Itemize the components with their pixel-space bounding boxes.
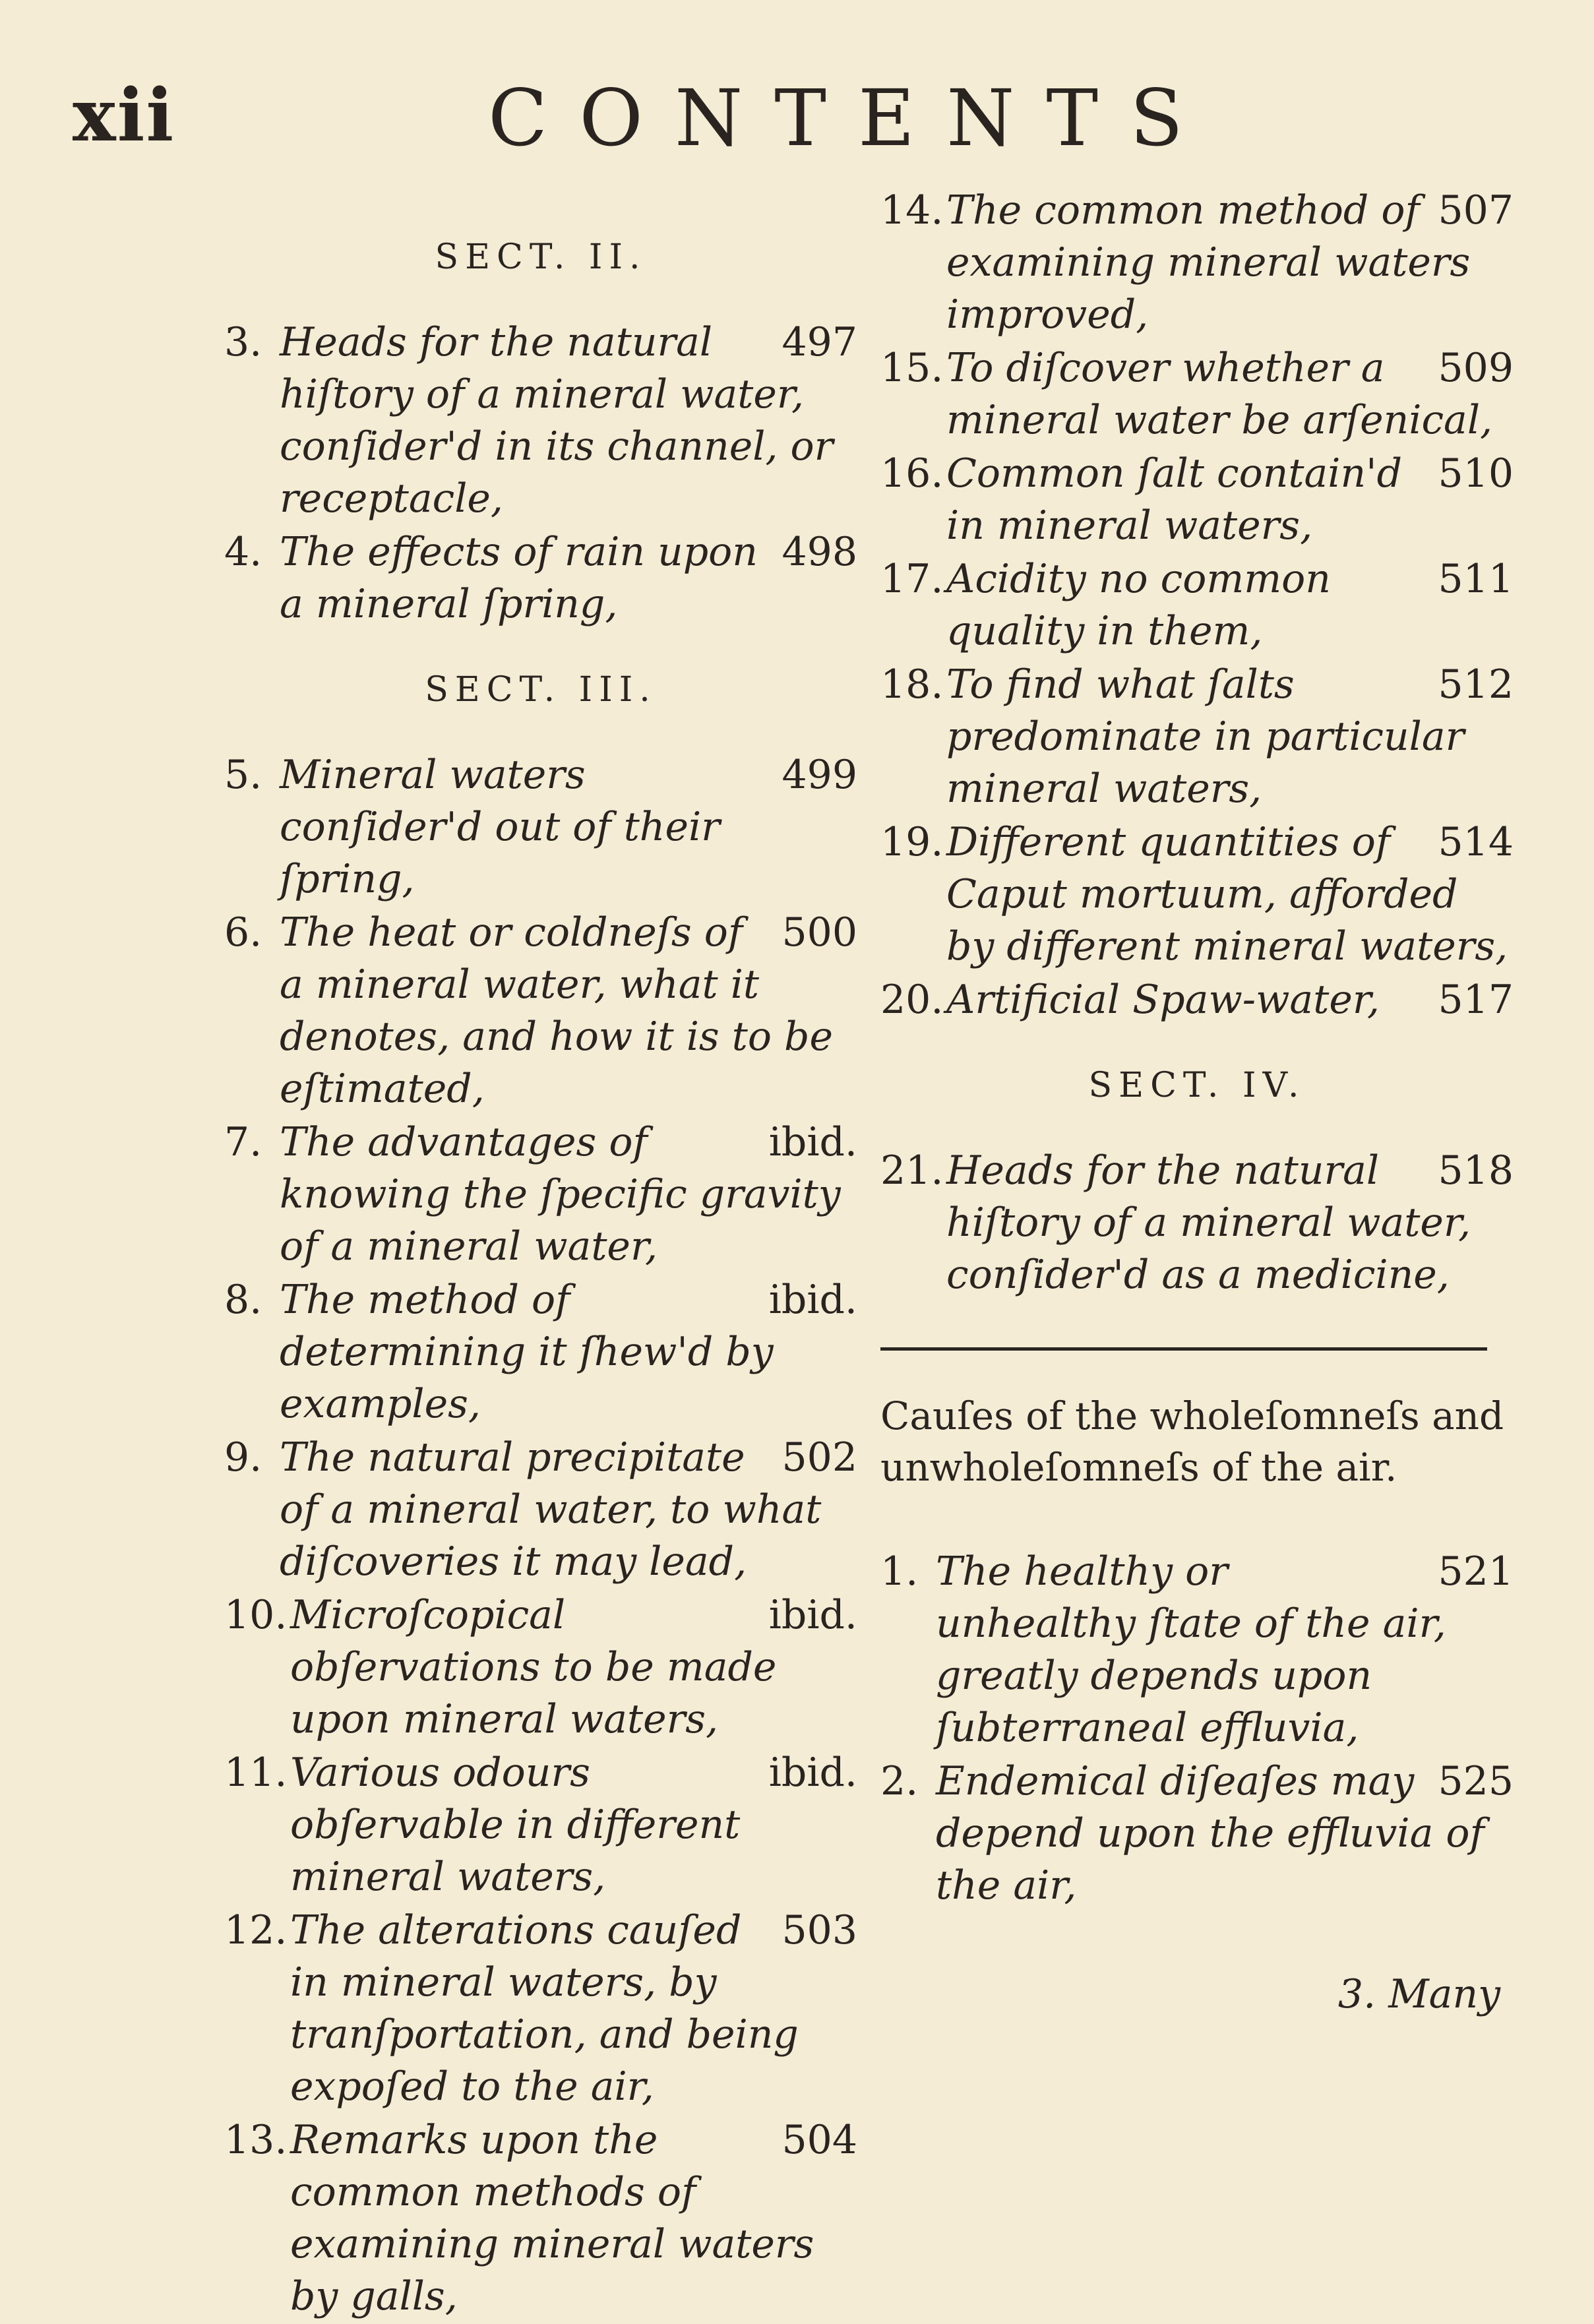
entry-number: 4. [224, 529, 262, 575]
contents-entry [880, 1145, 1514, 1301]
contents-entry [880, 1546, 1514, 1754]
contents-entry [880, 185, 1514, 341]
entry-text: The method of determining it ſhew'd by examples, [280, 1277, 774, 1427]
contents-entry [224, 749, 857, 905]
entry-text: The alterations cauſed in mineral waters, by tranſportation, and being expoſed to the air, [290, 1907, 799, 2110]
entry-number: 14. [880, 187, 944, 233]
entry-number: 6. [224, 909, 262, 956]
entry-page: 514 [1438, 819, 1514, 865]
contents-entry [880, 553, 1514, 657]
entry-text: To diſcover whether a mineral water be arſenical, [946, 345, 1493, 443]
entry-page: 503 [782, 1907, 857, 1953]
entry-page: 511 [1438, 556, 1514, 602]
contents-entry [880, 448, 1514, 552]
entry-page: 518 [1438, 1147, 1514, 1194]
entry-text: The natural precipitate of a mineral water, to what diſcoveries it may lead, [280, 1434, 822, 1585]
entry-text: Various odours obſervable in different mineral waters, [290, 1750, 741, 1900]
entry-text: Acidity no common quality in them, [946, 556, 1331, 654]
entry-number: 13. [224, 2117, 288, 2163]
entry-page: ibid. [768, 1592, 857, 1638]
contents-entry [224, 1274, 857, 1430]
entry-text: Mineral waters conſider'd out of their ſpring, [280, 752, 720, 902]
entry-number: 21. [880, 1147, 944, 1194]
contents-entry [224, 1747, 857, 1903]
entry-number: 9. [224, 1434, 262, 1481]
contents-entry [224, 2114, 857, 2323]
contents-entry [880, 974, 1514, 1026]
left-column [224, 178, 857, 2324]
entry-number: 15. [880, 345, 944, 391]
entry-page: ibid. [768, 1277, 857, 1323]
divider-rule [880, 1347, 1487, 1351]
entry-page: 499 [782, 752, 857, 798]
entry-number: 8. [224, 1277, 262, 1323]
entry-page: 504 [782, 2117, 857, 2163]
contents-entry [224, 317, 857, 525]
entry-number: 3. [224, 319, 262, 365]
entry-page: 509 [1438, 345, 1514, 391]
section-heading: SECT. III. [425, 670, 657, 710]
entry-number: 19. [880, 819, 944, 865]
entry-page: 525 [1438, 1758, 1514, 1804]
contents-entry [880, 1756, 1514, 1912]
entry-page: 507 [1438, 187, 1514, 233]
contents-entry [224, 1116, 857, 1273]
entry-text: Common ſalt contain'd in mineral waters, [946, 450, 1402, 549]
entry-text: Remarks upon the common methods of examining mineral waters by galls, [290, 2117, 814, 2319]
entry-text: The healthy or unhealthy ſtate of the air, greatly depends upon ſubterraneal effluvia, [936, 1548, 1446, 1751]
entry-text: Endemical diſeaſes may depend upon the effluvia of the air, [936, 1758, 1485, 1909]
contents-entry [224, 1905, 857, 2113]
contents-entry [224, 907, 857, 1115]
entry-number: 10. [224, 1592, 288, 1638]
section-heading: SECT. IV. [1088, 1066, 1306, 1105]
entry-text: Microſcopical obſervations to be made upon mineral waters, [290, 1592, 777, 1742]
entry-page: 500 [782, 909, 857, 956]
catchword: 3. Many [1337, 1971, 1500, 2017]
entry-text: Heads for the natural hiſtory of a mineral water, conſider'd as a medicine, [946, 1147, 1471, 1298]
entry-text: Different quantities of Caput mortuum, afforded by different mineral waters, [946, 819, 1508, 969]
entry-number: 1. [880, 1548, 919, 1595]
entry-text: To find what ſalts predominate in particular mineral waters, [946, 661, 1465, 812]
running-title: CONTENTS [488, 73, 1215, 164]
chapter-heading: Cauſes of the wholeſomneſs and unwholeſomneſs of the air. [880, 1393, 1504, 1490]
entry-number: 7. [224, 1119, 262, 1165]
entry-page: 521 [1438, 1548, 1514, 1595]
entry-text: The effects of rain upon a mineral ſpring, [280, 529, 758, 627]
contents-entry [224, 1432, 857, 1588]
contents-entry [880, 816, 1514, 973]
entry-page: 512 [1438, 661, 1514, 708]
contents-entry [880, 659, 1514, 815]
entry-page: 498 [782, 529, 857, 575]
entry-number: 12. [224, 1907, 288, 1953]
entry-page: ibid. [768, 1750, 857, 1796]
contents-entry [224, 1589, 857, 1746]
entry-page: 497 [782, 319, 857, 365]
right-column [880, 185, 1514, 2017]
entry-page: 502 [782, 1434, 857, 1481]
entry-number: 16. [880, 450, 944, 497]
page-number: xii [73, 73, 175, 158]
entry-text: Heads for the natural hiſtory of a mineral water, conſider'd in its channel, or receptacle, [280, 319, 834, 522]
entry-number: 20. [880, 977, 944, 1023]
entry-number: 11. [224, 1750, 288, 1796]
section-heading: SECT. II. [435, 237, 647, 277]
entry-text: Artificial Spaw-water, [946, 977, 1380, 1023]
entry-number: 17. [880, 556, 944, 602]
contents-entry [880, 342, 1514, 446]
contents-entry [224, 526, 857, 630]
entry-text: The advantages of knowing the ſpecific gravity of a mineral water, [280, 1119, 841, 1269]
entry-text: The common method of examining mineral waters improved, [946, 187, 1471, 338]
entry-page: ibid. [768, 1119, 857, 1165]
entry-number: 18. [880, 661, 944, 708]
entry-page: 517 [1438, 977, 1514, 1023]
entry-text: The heat or coldneſs of a mineral water, what it denotes, and how it is to be eſtimated, [280, 909, 833, 1112]
entry-page: 510 [1438, 450, 1514, 497]
entry-number: 2. [880, 1758, 919, 1804]
entry-number: 5. [224, 752, 262, 798]
